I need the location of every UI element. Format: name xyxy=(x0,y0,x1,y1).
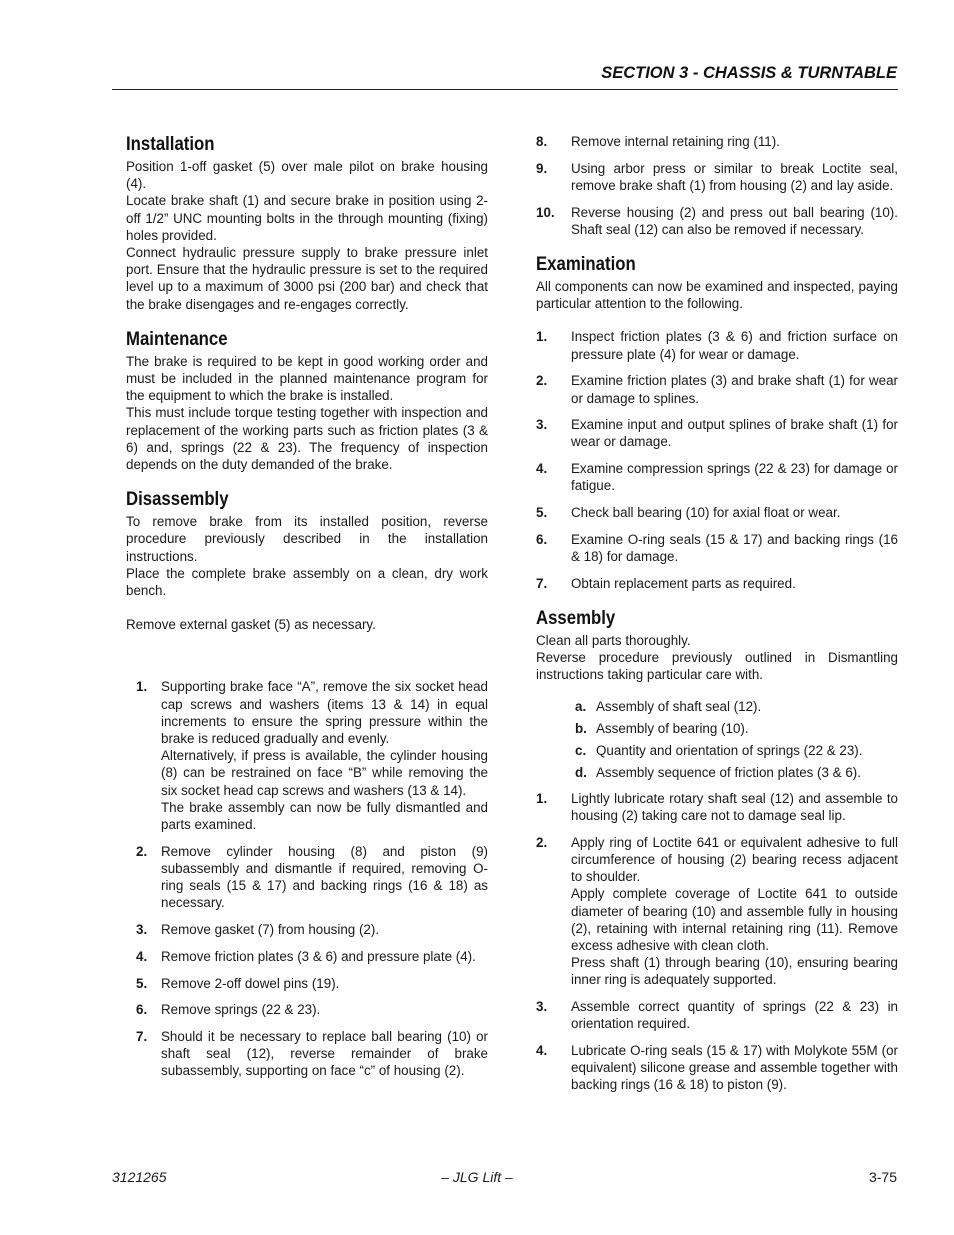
assembly-steps xyxy=(536,790,898,1094)
maintenance-heading: Maintenance xyxy=(126,327,228,350)
step-number: 3. xyxy=(536,417,548,433)
item-text: Assembly sequence of friction plates (3 & 6). xyxy=(596,764,861,780)
step-number: 2. xyxy=(536,834,548,850)
disassembly-heading: Disassembly xyxy=(126,488,229,511)
step-text: Examine friction plates (3) and brake shaft (1) for wear or damage to splines. xyxy=(571,373,898,406)
step-text: Should it be necessary to replace ball bearing (10) or shaft seal (12), reverse remainder of brake subassembly, supporting on face “c” of housing (2). xyxy=(161,1028,488,1079)
list-item xyxy=(536,133,898,150)
footer-brand: – JLG Lift – xyxy=(441,1169,513,1185)
step-text: Using arbor press or similar to break Loctite seal, remove brake shaft (1) from housing (2) and lay aside. xyxy=(571,160,898,193)
step-text: Remove friction plates (3 & 6) and pressure plate (4). xyxy=(161,948,476,964)
item-text: Assembly of shaft seal (12). xyxy=(596,699,762,715)
item-letter: a. xyxy=(575,699,587,715)
maintenance-paragraph: This must include torque testing together with inspection and replacement of the working parts such as friction plates (3 & 6) and, springs (22 & 23). The frequency of inspection depends on the duty demanded of the brake. xyxy=(126,405,488,473)
list-item xyxy=(536,372,898,406)
maintenance-section xyxy=(126,327,488,473)
step-text: Remove gasket (7) from housing (2). xyxy=(161,922,380,938)
step-text: Supporting brake face “A”, remove the six socket head cap screws and washers (items 13 & 14) in equal increments to ensure the spring pressure within the brake is reduced gradually and evenly. xyxy=(161,679,488,747)
header-rule xyxy=(112,89,898,90)
examination-steps xyxy=(536,328,898,591)
item-text: Assembly of bearing (10). xyxy=(596,721,749,737)
step-text: Inspect friction plates (3 & 6) and friction surface on pressure plate (4) for wear or damage. xyxy=(571,329,898,362)
step-number: 1. xyxy=(536,329,548,345)
list-item xyxy=(575,698,898,715)
step-number: 8. xyxy=(536,134,548,149)
installation-section xyxy=(126,132,488,313)
step-text: Alternatively, if press is available, the cylinder housing (8) can be restrained on face “B” while removing the six socket head cap screws and washers (13 & 14). xyxy=(161,748,488,798)
step-number: 5. xyxy=(536,505,548,521)
step-text: Apply complete coverage of Loctite 641 to outside diameter of bearing (10) and assemble fully in housing (2), retaining with internal retaining ring (11). Remove excess adhesive with clean cloth. xyxy=(571,886,898,953)
list-item xyxy=(536,834,898,989)
step-number: 9. xyxy=(536,160,548,176)
step-text: Reverse housing (2) and press out ball bearing (10). Shaft seal (12) can also be removed if necessary. xyxy=(571,204,898,237)
assembly-intro: Clean all parts thoroughly. xyxy=(536,632,691,648)
list-item xyxy=(536,160,898,194)
disassembly-steps-continued xyxy=(536,133,898,238)
step-text: Examine O-ring seals (15 & 17) and backing rings (16 & 18) for damage. xyxy=(571,531,898,564)
page-number: 3-75 xyxy=(868,1169,897,1185)
step-number: 3. xyxy=(136,922,148,938)
step-text: Remove springs (22 & 23). xyxy=(161,1002,321,1018)
list-item xyxy=(536,998,898,1032)
list-item xyxy=(136,678,488,833)
installation-paragraph: Position 1-off gasket (5) over male pilot on brake housing (4). xyxy=(126,159,488,192)
step-number: 6. xyxy=(136,1002,148,1018)
disassembly-paragraph: Place the complete brake assembly on a clean, dry work bench. xyxy=(126,565,488,599)
disassembly-steps xyxy=(136,678,488,1079)
list-item xyxy=(536,531,898,565)
step-number: 4. xyxy=(136,948,148,964)
step-text: Lubricate O-ring seals (15 & 17) with Molykote 55M (or equivalent) silicone grease and assemble together with backing rings (16 & 18) to piston (9). xyxy=(571,1042,898,1093)
list-item xyxy=(575,720,898,737)
maintenance-paragraph: The brake is required to be kept in good working order and must be included in the planned maintenance program for the equipment to which the brake is installed. xyxy=(126,353,488,404)
examination-heading: Examination xyxy=(536,253,636,276)
step-text: Lightly lubricate rotary shaft seal (12) and assemble to housing (2) taking care not to damage seal lip. xyxy=(571,790,898,823)
step-number: 4. xyxy=(536,1042,548,1058)
disassembly-paragraph: Remove external gasket (5) as necessary. xyxy=(126,617,376,633)
item-letter: b. xyxy=(575,721,587,737)
document-number: 3121265 xyxy=(112,1169,167,1185)
step-text: Examine input and output splines of brake shaft (1) for wear or damage. xyxy=(571,417,898,450)
step-text: Obtain replacement parts as required. xyxy=(571,575,796,591)
right-column xyxy=(536,133,898,1103)
step-text: Remove 2-off dowel pins (19). xyxy=(161,975,340,991)
list-item xyxy=(536,416,898,450)
assembly-intro: Reverse procedure previously outlined in Dismantling instructions taking particular care with. xyxy=(536,650,898,683)
installation-paragraph: Connect hydraulic pressure supply to brake pressure inlet port. Ensure that the hydraulic pressure is set to the required level up to a maximum of 3000 psi (200 bar) and check that the brake disengages and re-engages correctly. xyxy=(126,245,488,312)
assembly-checklist xyxy=(575,698,898,780)
list-item xyxy=(136,921,488,938)
list-item xyxy=(536,204,898,238)
assembly-section xyxy=(536,606,898,1094)
list-item xyxy=(136,1028,488,1080)
step-text: Apply ring of Loctite 641 or equivalent adhesive to full circumference of housing (2) bearing recess adjacent to shoulder. xyxy=(571,834,898,885)
step-number: 1. xyxy=(136,679,148,695)
disassembly-paragraph: To remove brake from its installed position, reverse procedure previously described in the installation instructions. xyxy=(126,514,488,564)
step-text: Assemble correct quantity of springs (22 & 23) in orientation required. xyxy=(571,999,898,1032)
list-item xyxy=(536,460,898,494)
step-number: 2. xyxy=(136,843,148,859)
step-number: 7. xyxy=(536,575,548,591)
examination-section xyxy=(536,252,898,592)
list-item xyxy=(136,843,488,912)
step-text: Remove cylinder housing (8) and piston (9) subassembly and dismantle if required, removing O-ring seals (15 & 17) and backing rings (16 & 18) as necessary. xyxy=(161,843,488,911)
assembly-heading: Assembly xyxy=(536,606,616,629)
step-number: 7. xyxy=(136,1028,148,1044)
examination-intro: All components can now be examined and inspected, paying particular attention to the following. xyxy=(536,279,898,312)
list-item xyxy=(136,1001,488,1018)
step-number: 5. xyxy=(136,975,148,991)
installation-paragraph: Locate brake shaft (1) and secure brake in position using 2-off 1/2” UNC mounting bolts in the through mounting (fixing) holes provided. xyxy=(126,193,488,243)
step-text: Remove internal retaining ring (11). xyxy=(571,134,780,149)
step-text: Examine compression springs (22 & 23) for damage or fatigue. xyxy=(571,461,898,494)
item-text: Quantity and orientation of springs (22 & 23). xyxy=(596,742,863,758)
left-column xyxy=(126,132,488,1089)
list-item xyxy=(536,504,898,521)
step-number: 4. xyxy=(536,461,548,477)
disassembly-section xyxy=(126,487,488,1079)
item-letter: c. xyxy=(575,742,587,758)
list-item xyxy=(575,742,898,759)
step-number: 2. xyxy=(536,373,548,389)
list-item xyxy=(536,790,898,824)
step-number: 3. xyxy=(536,999,548,1015)
step-text: Check ball bearing (10) for axial float or wear. xyxy=(571,505,841,521)
list-item xyxy=(575,764,898,781)
list-item xyxy=(136,948,488,965)
step-text: Press shaft (1) through bearing (10), ensuring bearing inner ring is adequately supported. xyxy=(571,955,898,988)
item-letter: d. xyxy=(575,764,587,780)
installation-heading: Installation xyxy=(126,133,215,155)
step-number: 6. xyxy=(536,531,548,547)
list-item xyxy=(536,328,898,362)
list-item xyxy=(136,975,488,992)
step-number: 10. xyxy=(536,204,555,220)
step-number: 1. xyxy=(536,790,548,806)
list-item xyxy=(536,575,898,592)
list-item xyxy=(536,1042,898,1094)
step-text: The brake assembly can now be fully dismantled and parts examined. xyxy=(161,799,488,833)
section-header: SECTION 3 - CHASSIS & TURNTABLE xyxy=(601,64,897,82)
